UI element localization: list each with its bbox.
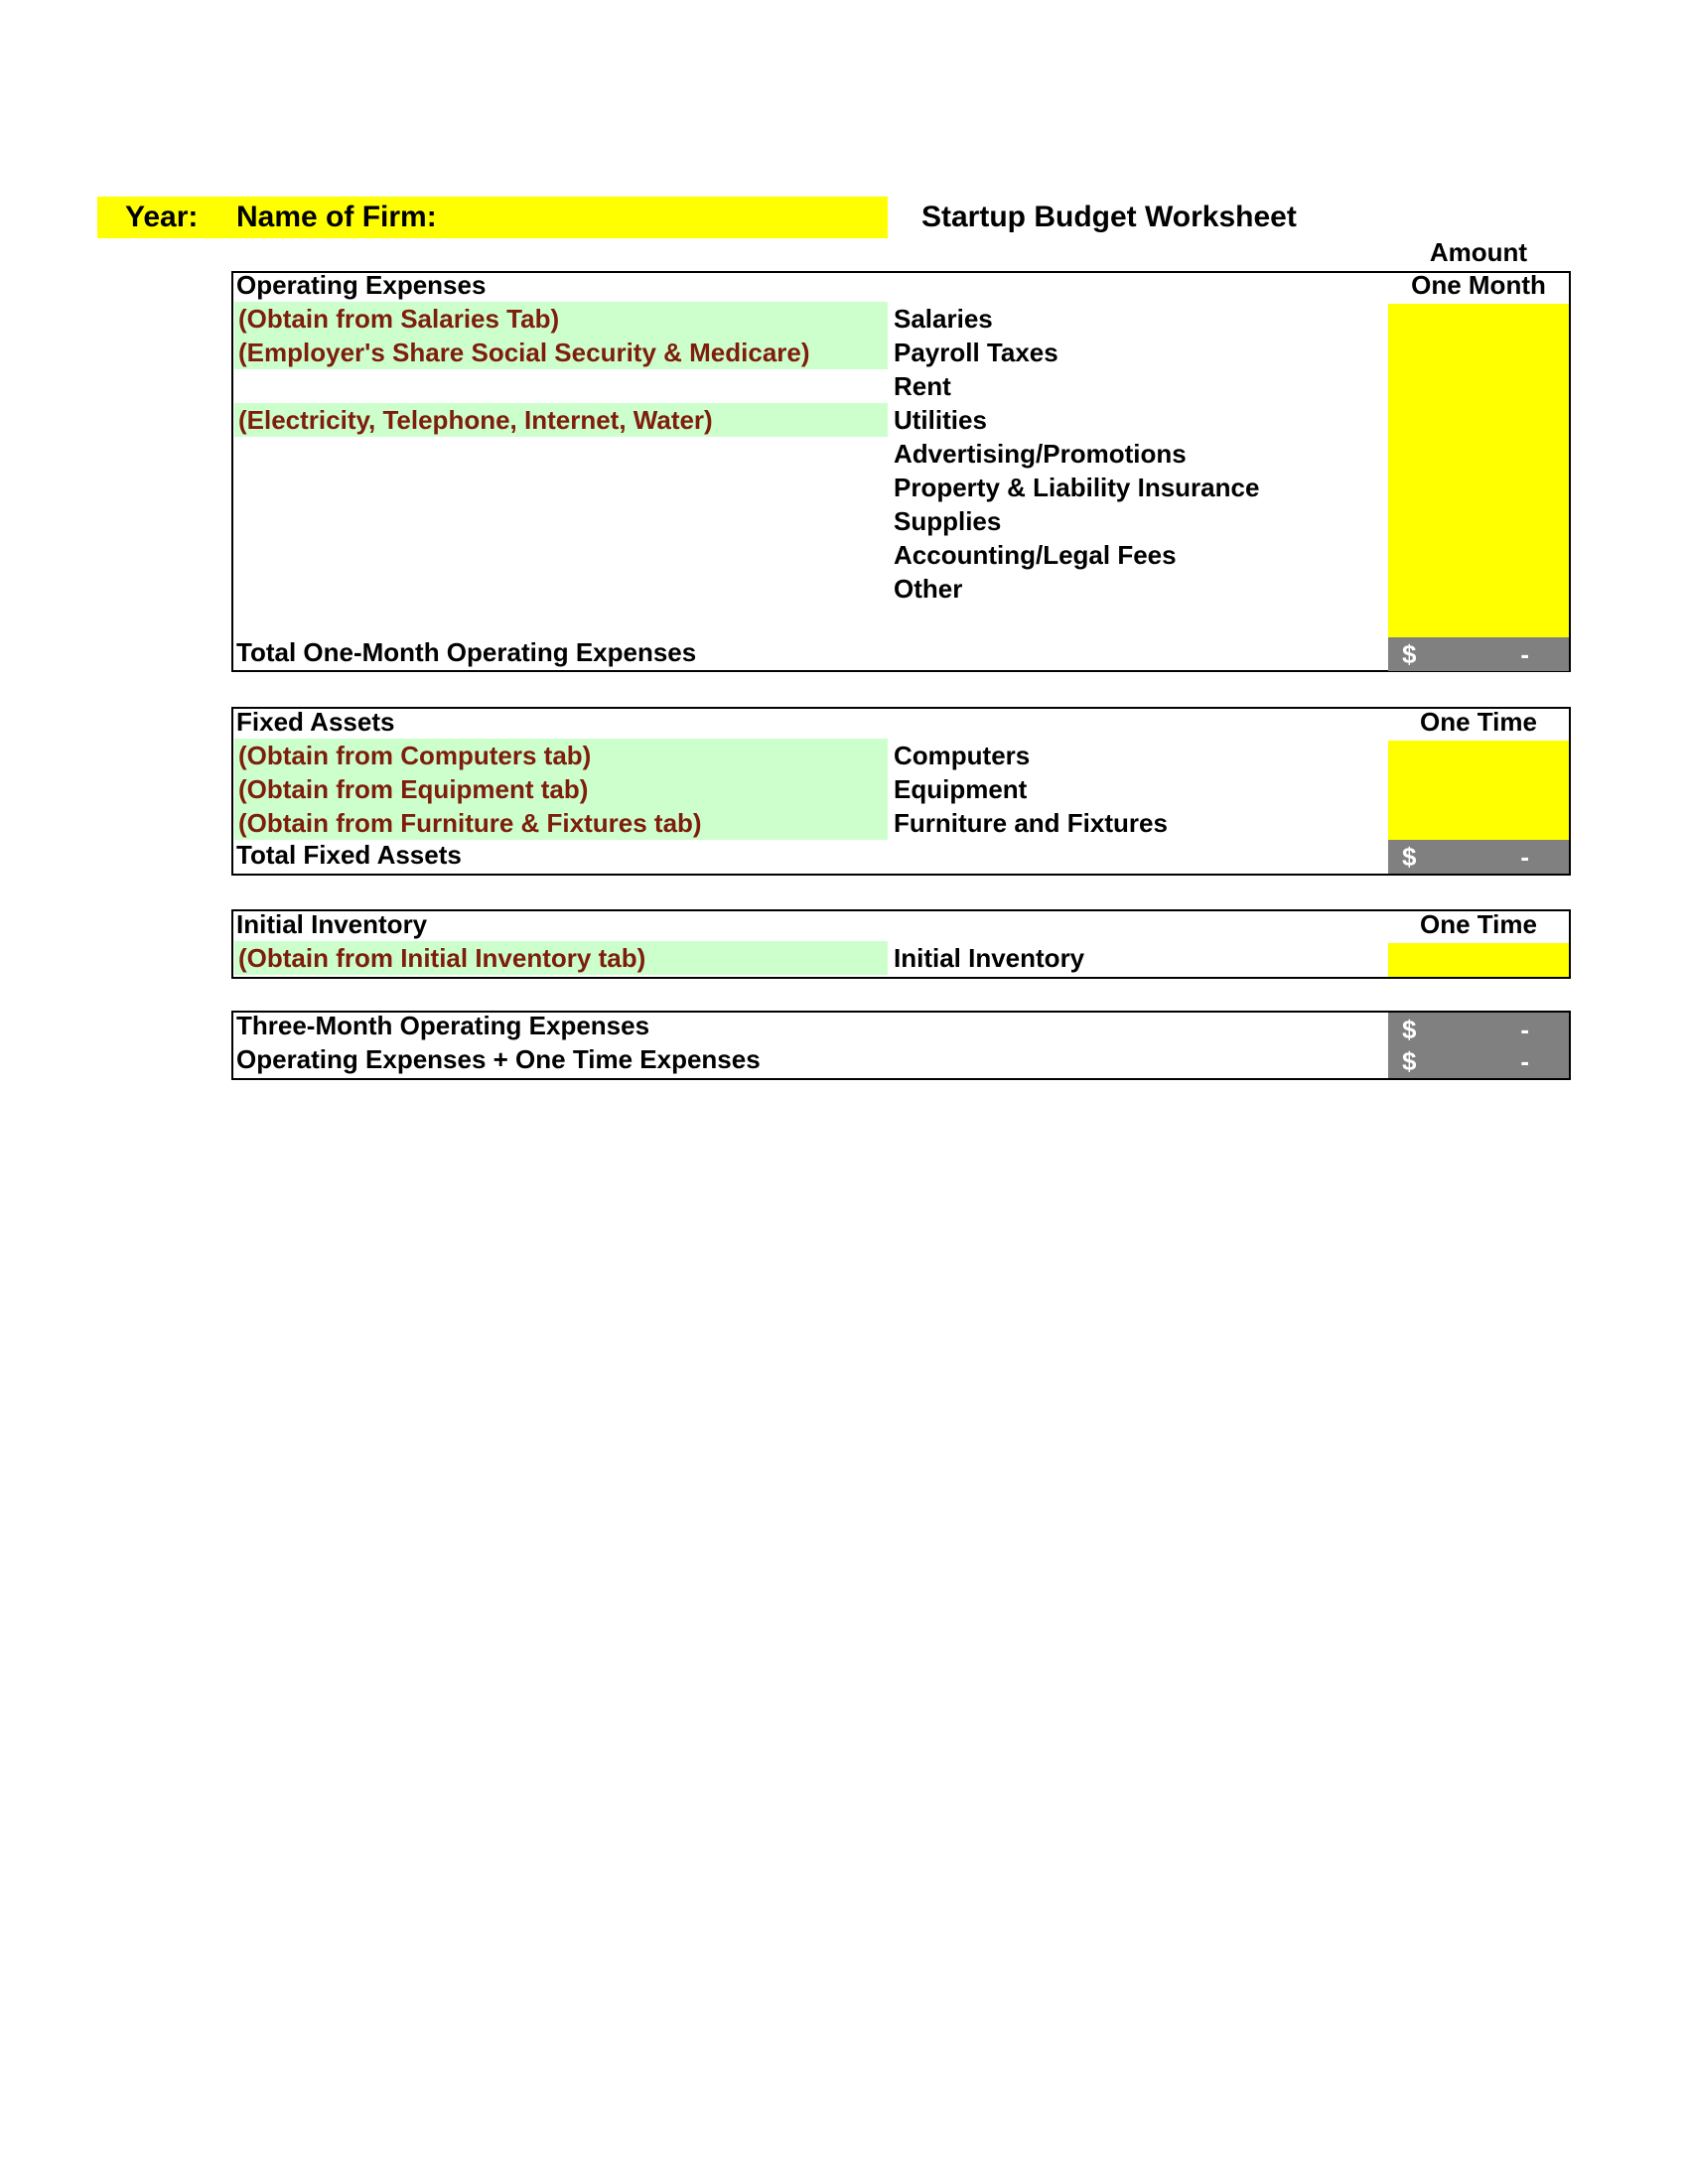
firm-name-label: Name of Firm: — [236, 201, 437, 233]
currency-symbol: $ — [1402, 842, 1417, 872]
item-advertising: Advertising/Promotions — [894, 439, 1187, 469]
total-amount: - — [1520, 639, 1529, 669]
grand-total-label: Operating Expenses + One Time Expenses — [236, 1044, 761, 1074]
item-supplies: Supplies — [894, 506, 1002, 536]
item-utilities: Utilities — [894, 405, 987, 435]
item-insurance: Property & Liability Insurance — [894, 473, 1260, 502]
item-equipment: Equipment — [894, 774, 1028, 804]
header-band — [97, 197, 888, 238]
fixed-assets-total-label: Total Fixed Assets — [236, 840, 462, 870]
operating-total-value — [1388, 637, 1569, 671]
hint-payroll-taxes: (Employer's Share Social Security & Medicare) — [234, 336, 888, 369]
grand-total-value — [1388, 1044, 1569, 1078]
hint-salaries: (Obtain from Salaries Tab) — [234, 302, 888, 336]
currency-symbol: $ — [1402, 1046, 1417, 1076]
item-computers: Computers — [894, 741, 1031, 770]
item-salaries: Salaries — [894, 304, 993, 334]
fixed-assets-title: Fixed Assets — [236, 707, 395, 737]
currency-symbol: $ — [1402, 1015, 1417, 1044]
item-initial-inventory: Initial Inventory — [894, 943, 1085, 973]
total-amount: - — [1520, 842, 1529, 872]
item-accounting-legal: Accounting/Legal Fees — [894, 540, 1177, 570]
operating-column-label: One Month — [1411, 270, 1546, 300]
operating-total-label: Total One-Month Operating Expenses — [236, 637, 697, 667]
item-furniture-fixtures: Furniture and Fixtures — [894, 808, 1168, 838]
hint-utilities: (Electricity, Telephone, Internet, Water) — [234, 403, 888, 437]
item-other: Other — [894, 574, 963, 604]
operating-expenses-title: Operating Expenses — [236, 270, 487, 300]
year-label: Year: — [125, 201, 199, 233]
total-amount: - — [1520, 1015, 1529, 1044]
item-rent: Rent — [894, 371, 951, 401]
initial-inventory-title: Initial Inventory — [236, 909, 428, 939]
fixed-assets-amount-inputs[interactable] — [1388, 741, 1569, 842]
inventory-amount-input[interactable] — [1388, 943, 1569, 977]
currency-symbol: $ — [1402, 639, 1417, 669]
three-month-value — [1388, 1013, 1569, 1046]
fixed-assets-total-value — [1388, 840, 1569, 874]
total-amount: - — [1520, 1046, 1529, 1076]
hint-equipment: (Obtain from Equipment tab) — [234, 772, 888, 806]
fixed-assets-column-label: One Time — [1419, 707, 1537, 737]
hint-inventory: (Obtain from Initial Inventory tab) — [234, 941, 888, 975]
page-title: Startup Budget Worksheet — [921, 201, 1297, 233]
operating-amount-inputs[interactable] — [1388, 304, 1569, 637]
three-month-label: Three-Month Operating Expenses — [236, 1011, 650, 1040]
hint-furniture: (Obtain from Furniture & Fixtures tab) — [234, 806, 888, 840]
hint-computers: (Obtain from Computers tab) — [234, 739, 888, 772]
amount-column-label: Amount — [1429, 237, 1528, 267]
inventory-column-label: One Time — [1419, 909, 1537, 939]
item-payroll-taxes: Payroll Taxes — [894, 338, 1058, 367]
